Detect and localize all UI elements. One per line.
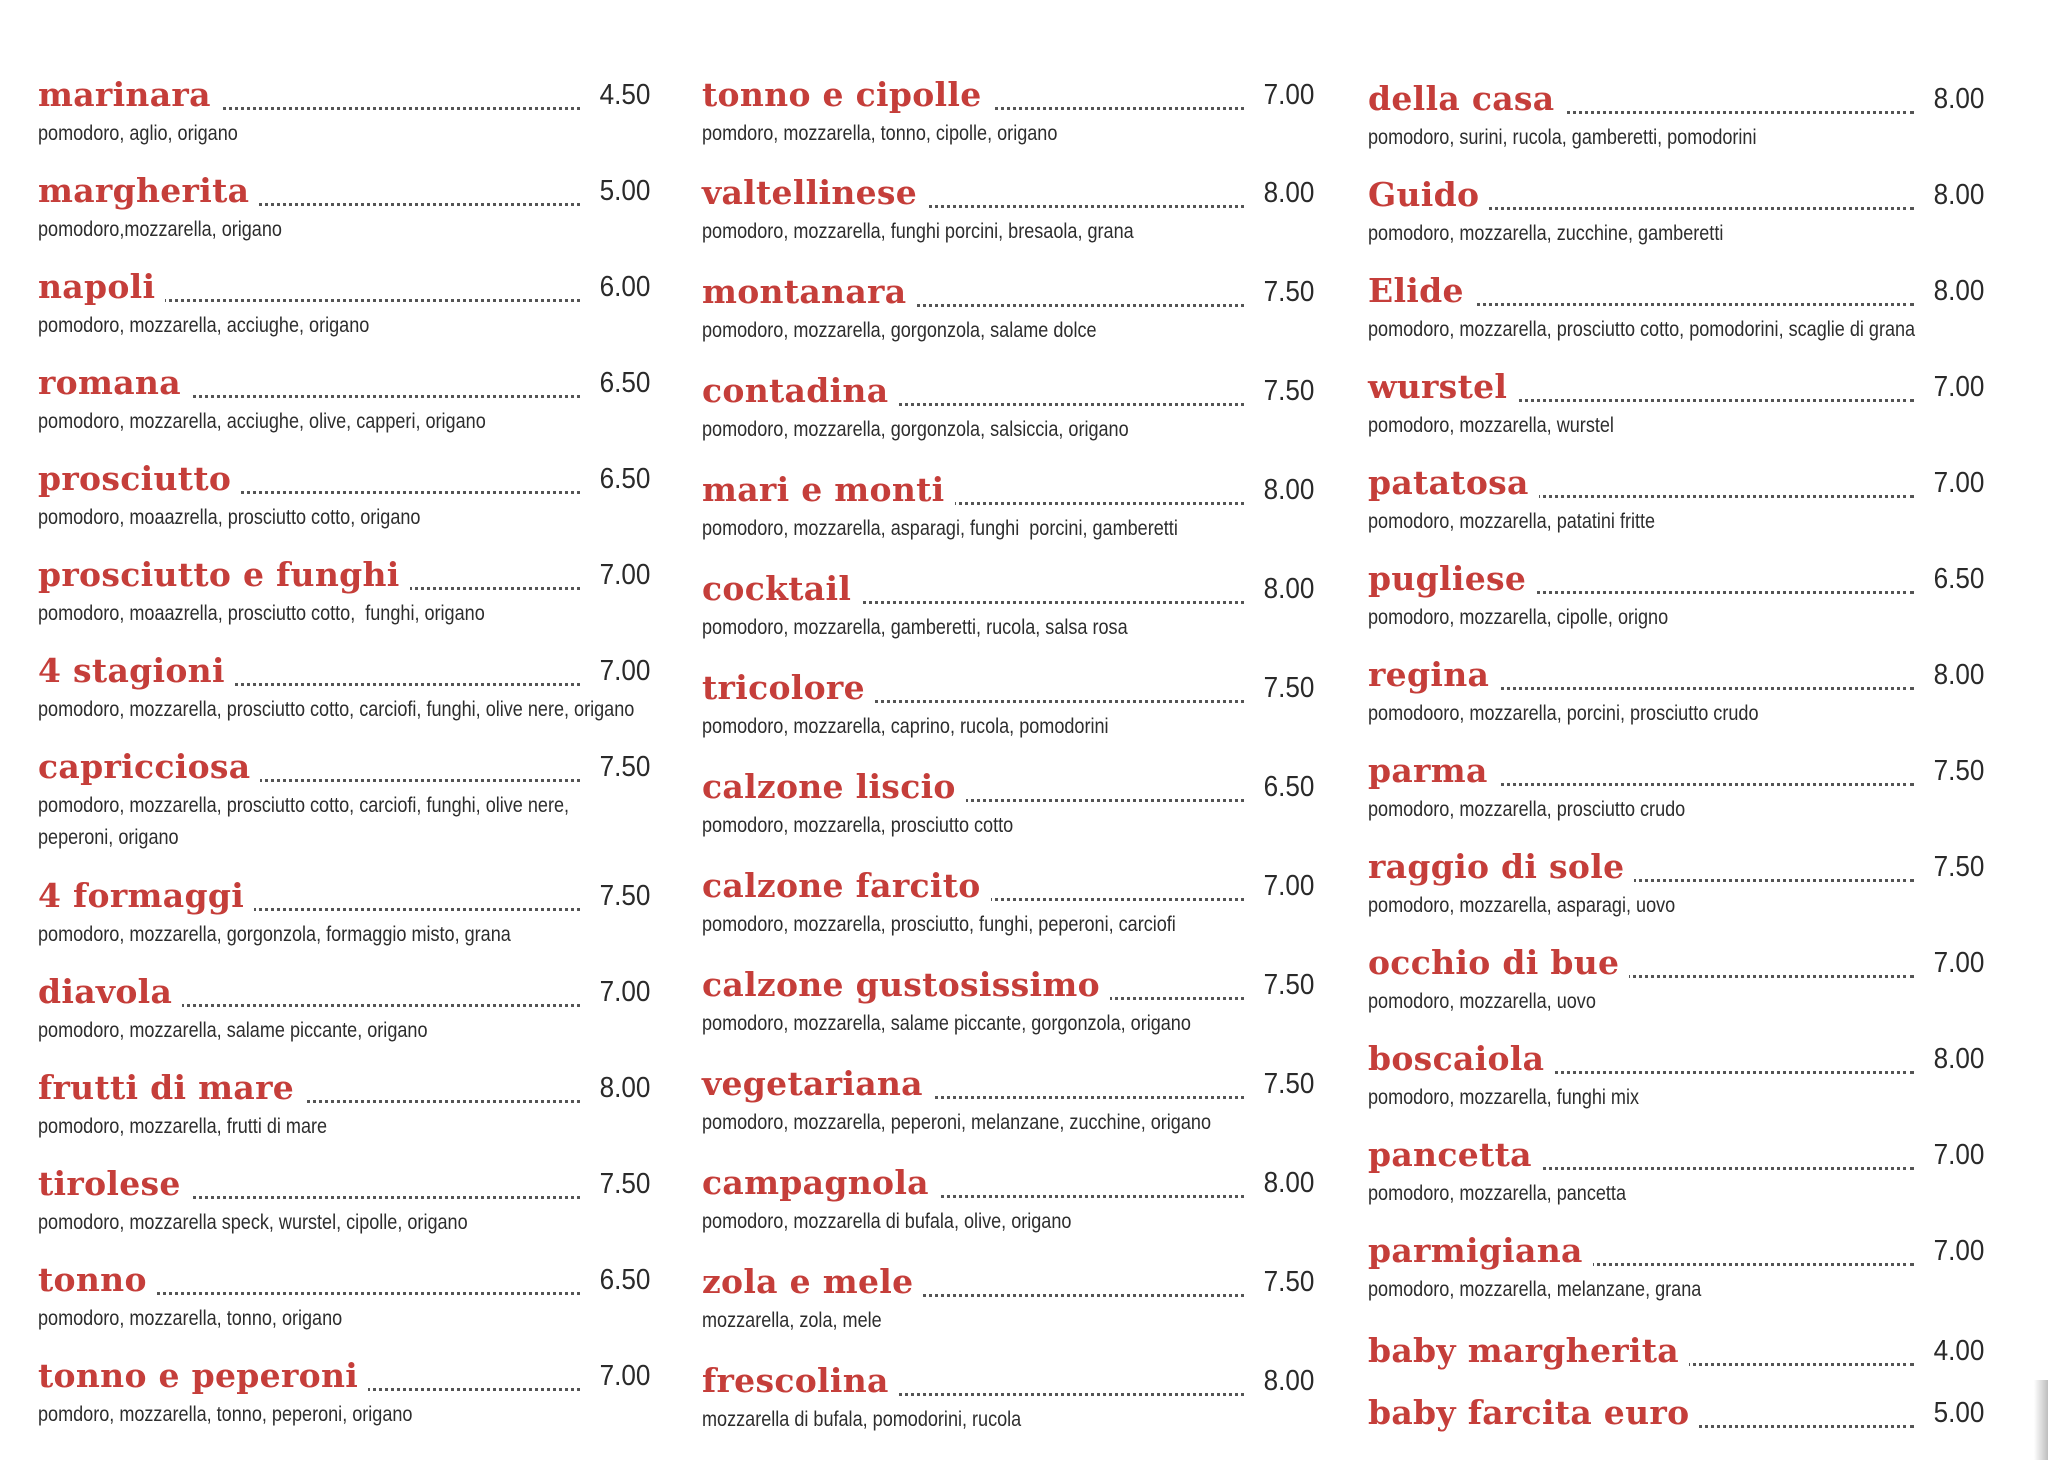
menu-item-header bbox=[1368, 844, 1984, 890]
price: 4.50 bbox=[594, 72, 650, 118]
ingredients: pomodoro, mozzarella, prosciutto cotto, carciofi, funghi, olive nere, peperoni, origano bbox=[38, 794, 570, 849]
price: 8.00 bbox=[1928, 268, 1984, 314]
ingredients: pomodoro, mozzarella, pancetta bbox=[1368, 1182, 1626, 1205]
ingredients: mozzarella di bufala, pomodorini, rucola bbox=[702, 1408, 1022, 1431]
price: 7.00 bbox=[1928, 1228, 1984, 1274]
price: 6.50 bbox=[594, 360, 650, 406]
price: 7.50 bbox=[1928, 844, 1984, 890]
menu-item-header bbox=[1368, 268, 1984, 314]
pizza-name: occhio di bue bbox=[1368, 940, 1629, 986]
ingredients: pomodoro, mozzarella, zucchine, gamberetti bbox=[1368, 222, 1724, 245]
menu-item-header bbox=[38, 72, 650, 118]
price: 8.00 bbox=[1258, 1358, 1314, 1404]
pizza-name: parmigiana bbox=[1368, 1228, 1593, 1274]
menu-item-header bbox=[38, 1065, 650, 1111]
menu-item bbox=[1368, 1390, 1984, 1436]
menu-item-header bbox=[38, 1353, 650, 1399]
menu-item-header bbox=[702, 566, 1314, 612]
ingredients: pomodoro, mozzarella, uovo bbox=[1368, 990, 1596, 1013]
menu-item bbox=[702, 665, 1314, 743]
ingredients: mozzarella, zola, mele bbox=[702, 1309, 882, 1332]
menu-item bbox=[1368, 1132, 1984, 1210]
menu-item bbox=[702, 467, 1314, 545]
menu-item-header bbox=[1368, 460, 1984, 506]
ingredients: pomodoro, mozzarella, prosciutto crudo bbox=[1368, 798, 1686, 821]
pizza-name: prosciutto e funghi bbox=[38, 552, 410, 598]
ingredients: pomodoro, mozzarella, peperoni, melanzane, zucchine, origano bbox=[702, 1111, 1211, 1134]
price: 5.00 bbox=[594, 168, 650, 214]
page-edge-shadow bbox=[2034, 1380, 2048, 1460]
menu-item bbox=[1368, 1036, 1984, 1114]
menu-item bbox=[1368, 364, 1984, 442]
price: 7.50 bbox=[1258, 962, 1314, 1008]
pizza-name: 4 stagioni bbox=[38, 648, 235, 694]
price: 7.00 bbox=[1258, 72, 1314, 118]
menu-item bbox=[1368, 268, 1984, 346]
menu-item-header bbox=[38, 969, 650, 1015]
price: 7.50 bbox=[1258, 368, 1314, 414]
menu-item-header bbox=[1368, 652, 1984, 698]
ingredients: pomodoro, mozzarella, tonno, origano bbox=[38, 1307, 343, 1330]
price: 6.50 bbox=[1258, 764, 1314, 810]
price: 7.00 bbox=[1928, 364, 1984, 410]
pizza-name: tonno e cipolle bbox=[702, 72, 992, 118]
ingredients: pomodoro, mozzarella, acciughe, olive, capperi, origano bbox=[38, 410, 486, 433]
pizza-name: diavola bbox=[38, 969, 182, 1015]
menu-item-header bbox=[702, 368, 1314, 414]
menu-item bbox=[702, 269, 1314, 347]
pizza-name: zola e mele bbox=[702, 1259, 923, 1305]
menu-item-header bbox=[702, 962, 1314, 1008]
price: 7.00 bbox=[594, 552, 650, 598]
pizza-name: cocktail bbox=[702, 566, 861, 612]
price: 7.50 bbox=[1258, 269, 1314, 315]
pizza-name: baby margherita bbox=[1368, 1328, 1689, 1374]
ingredients: pomodoro, mozzarella, gamberetti, rucola, salsa rosa bbox=[702, 616, 1128, 639]
price: 7.50 bbox=[1258, 665, 1314, 711]
pizza-name: della casa bbox=[1368, 76, 1564, 122]
pizza-name: baby farcita euro bbox=[1368, 1390, 1699, 1436]
price: 6.50 bbox=[1928, 556, 1984, 602]
menu-item bbox=[1368, 748, 1984, 826]
pizza-name: parma bbox=[1368, 748, 1498, 794]
ingredients: pomodoro, mozzarella, prosciutto cotto, pomodorini, scaglie di grana bbox=[1368, 318, 1916, 341]
ingredients: pomodoro, mozzarella, cipolle, origno bbox=[1368, 606, 1669, 629]
price: 7.50 bbox=[1928, 748, 1984, 794]
pizza-name: tonno e peperoni bbox=[38, 1353, 368, 1399]
ingredients: pomodoro, mozzarella, prosciutto cotto bbox=[702, 814, 1014, 837]
menu-item-header bbox=[38, 648, 650, 694]
ingredients: pomodoro, mozzarella, gorgonzola, salame dolce bbox=[702, 319, 1097, 342]
pizza-name: tricolore bbox=[702, 665, 875, 711]
price: 8.00 bbox=[1258, 170, 1314, 216]
menu-item-header bbox=[38, 168, 650, 214]
menu-item bbox=[1368, 844, 1984, 922]
ingredients: pomodoro, mozzarella, gorgonzola, salsiccia, origano bbox=[702, 418, 1129, 441]
price: 8.00 bbox=[594, 1065, 650, 1111]
pizza-name: contadina bbox=[702, 368, 898, 414]
pizza-name: marinara bbox=[38, 72, 221, 118]
menu-item bbox=[1368, 76, 1984, 154]
price: 7.00 bbox=[1258, 863, 1314, 909]
menu-item-header bbox=[38, 1257, 650, 1303]
menu-item bbox=[38, 72, 650, 150]
menu-item bbox=[38, 1257, 650, 1335]
menu-item-header bbox=[702, 467, 1314, 513]
menu-item-header bbox=[38, 264, 650, 310]
ingredients: pomodoro, mozzarella di bufala, olive, origano bbox=[702, 1210, 1072, 1233]
ingredients: pomodoro, mozzarella, funghi mix bbox=[1368, 1086, 1640, 1109]
menu-item-header bbox=[702, 269, 1314, 315]
menu-item-header bbox=[702, 665, 1314, 711]
menu-item-header bbox=[702, 170, 1314, 216]
menu-item bbox=[702, 962, 1314, 1040]
ingredients: pomodoro, aglio, origano bbox=[38, 122, 238, 145]
price: 7.00 bbox=[594, 648, 650, 694]
menu-item-header bbox=[702, 1160, 1314, 1206]
pizza-name: prosciutto bbox=[38, 456, 241, 502]
pizza-name: valtellinese bbox=[702, 170, 927, 216]
menu-item-header bbox=[702, 72, 1314, 118]
pizza-name: vegetariana bbox=[702, 1061, 933, 1107]
menu-item-header bbox=[702, 1061, 1314, 1107]
menu-item bbox=[38, 1161, 650, 1239]
menu-item bbox=[1368, 940, 1984, 1018]
menu-item-header bbox=[702, 1259, 1314, 1305]
menu-item bbox=[38, 648, 650, 726]
price: 6.00 bbox=[594, 264, 650, 310]
ingredients: pomodoro, surini, rucola, gamberetti, pomodorini bbox=[1368, 126, 1757, 149]
pizza-name: campagnola bbox=[702, 1160, 939, 1206]
pizza-name: regina bbox=[1368, 652, 1499, 698]
price: 7.50 bbox=[1258, 1259, 1314, 1305]
price: 7.50 bbox=[594, 1161, 650, 1207]
menu-item bbox=[702, 764, 1314, 842]
menu-item bbox=[38, 1065, 650, 1143]
ingredients: pomodoro, mozzarella, funghi porcini, bresaola, grana bbox=[702, 220, 1134, 243]
price: 7.50 bbox=[1258, 1061, 1314, 1107]
price: 7.50 bbox=[594, 744, 650, 790]
menu-item-header bbox=[38, 744, 650, 790]
price: 7.00 bbox=[1928, 460, 1984, 506]
menu-item bbox=[38, 552, 650, 630]
pizza-name: montanara bbox=[702, 269, 916, 315]
ingredients: pomdoro, mozzarella, tonno, peperoni, origano bbox=[38, 1403, 413, 1426]
menu-item bbox=[702, 1358, 1314, 1436]
price: 8.00 bbox=[1258, 566, 1314, 612]
ingredients: pomodoro, mozzarella, wurstel bbox=[1368, 414, 1614, 437]
ingredients: pomodoro, mozzarella, asparagi, funghi porcini, gamberetti bbox=[702, 517, 1178, 540]
price: 7.00 bbox=[594, 1353, 650, 1399]
menu-item-header bbox=[1368, 556, 1984, 602]
ingredients: pomodoro, mozzarella, acciughe, origano bbox=[38, 314, 370, 337]
menu-item-header bbox=[1368, 172, 1984, 218]
menu-item-header bbox=[1368, 1328, 1984, 1374]
pizza-name: margherita bbox=[38, 168, 259, 214]
menu-item bbox=[1368, 1328, 1984, 1374]
menu-item bbox=[38, 873, 650, 951]
price: 7.00 bbox=[1928, 940, 1984, 986]
menu-item bbox=[38, 168, 650, 246]
ingredients: pomodoro, mozzarella, gorgonzola, formaggio misto, grana bbox=[38, 923, 511, 946]
pizza-name: mari e monti bbox=[702, 467, 955, 513]
menu-item-header bbox=[1368, 76, 1984, 122]
pizza-name: 4 formaggi bbox=[38, 873, 254, 919]
pizza-name: Elide bbox=[1368, 268, 1474, 314]
pizza-name: frescolina bbox=[702, 1358, 899, 1404]
ingredients: pomodoro, mozzarella speck, wurstel, cipolle, origano bbox=[38, 1211, 468, 1234]
menu-item bbox=[702, 368, 1314, 446]
menu-item bbox=[38, 456, 650, 534]
menu-item-header bbox=[1368, 1132, 1984, 1178]
pizza-name: patatosa bbox=[1368, 460, 1539, 506]
price: 8.00 bbox=[1928, 76, 1984, 122]
ingredients: pomodoro, mozzarella, frutti di mare bbox=[38, 1115, 328, 1138]
menu-item bbox=[702, 1061, 1314, 1139]
ingredients: pomodoro, mozzarella, prosciutto cotto, carciofi, funghi, olive nere, origano bbox=[38, 698, 635, 721]
menu-item bbox=[702, 863, 1314, 941]
menu-item bbox=[702, 1160, 1314, 1238]
menu-item bbox=[1368, 652, 1984, 730]
price: 7.00 bbox=[594, 969, 650, 1015]
menu-item-header bbox=[38, 360, 650, 406]
menu-item bbox=[1368, 460, 1984, 538]
menu-item-header bbox=[1368, 1390, 1984, 1436]
ingredients: pomodoro, mozzarella, melanzane, grana bbox=[1368, 1278, 1702, 1301]
pizza-name: calzone gustosissimo bbox=[702, 962, 1110, 1008]
price: 5.00 bbox=[1928, 1390, 1984, 1436]
ingredients: pomodoro, mozzarella, prosciutto, funghi, peperoni, carciofi bbox=[702, 913, 1176, 936]
pizza-name: pancetta bbox=[1368, 1132, 1542, 1178]
pizza-name: capricciosa bbox=[38, 744, 260, 790]
ingredients: pomodoro, mozzarella, salame piccante, origano bbox=[38, 1019, 428, 1042]
menu-item-header bbox=[1368, 748, 1984, 794]
menu-item-header bbox=[1368, 1036, 1984, 1082]
pizza-name: napoli bbox=[38, 264, 165, 310]
menu-item bbox=[38, 1353, 650, 1431]
menu-item bbox=[38, 744, 650, 854]
pizza-name: pugliese bbox=[1368, 556, 1536, 602]
pizza-name: tirolese bbox=[38, 1161, 191, 1207]
menu-item-header bbox=[38, 873, 650, 919]
menu-item bbox=[1368, 1228, 1984, 1306]
menu-item-header bbox=[702, 863, 1314, 909]
price: 6.50 bbox=[594, 456, 650, 502]
pizza-name: calzone farcito bbox=[702, 863, 991, 909]
price: 8.00 bbox=[1928, 172, 1984, 218]
menu-item-header bbox=[1368, 1228, 1984, 1274]
menu-item-header bbox=[1368, 364, 1984, 410]
pizza-name: frutti di mare bbox=[38, 1065, 304, 1111]
menu-item-header bbox=[38, 456, 650, 502]
ingredients: pomdoro, mozzarella, tonno, cipolle, origano bbox=[702, 122, 1058, 145]
pizza-name: calzone liscio bbox=[702, 764, 966, 810]
ingredients: pomodoro, moaazrella, prosciutto cotto, origano bbox=[38, 506, 421, 529]
ingredients: pomodoro,mozzarella, origano bbox=[38, 218, 282, 241]
ingredients: pomodoro, mozzarella, salame piccante, gorgonzola, origano bbox=[702, 1012, 1191, 1035]
menu-item bbox=[38, 264, 650, 342]
menu-item-header bbox=[702, 764, 1314, 810]
price: 7.50 bbox=[594, 873, 650, 919]
price: 7.00 bbox=[1928, 1132, 1984, 1178]
price: 8.00 bbox=[1928, 1036, 1984, 1082]
pizza-name: wurstel bbox=[1368, 364, 1517, 410]
price: 4.00 bbox=[1928, 1328, 1984, 1374]
pizza-name: tonno bbox=[38, 1257, 157, 1303]
menu-item bbox=[1368, 556, 1984, 634]
menu-item bbox=[38, 969, 650, 1047]
pizza-name: raggio di sole bbox=[1368, 844, 1634, 890]
pizza-name: Guido bbox=[1368, 172, 1489, 218]
ingredients: pomodoro, mozzarella, asparagi, uovo bbox=[1368, 894, 1676, 917]
ingredients: pomodoro, mozzarella, caprino, rucola, pomodorini bbox=[702, 715, 1109, 738]
menu-item-header bbox=[38, 1161, 650, 1207]
pizza-name: boscaiola bbox=[1368, 1036, 1554, 1082]
menu-item bbox=[38, 360, 650, 438]
menu-item bbox=[702, 170, 1314, 248]
menu-item bbox=[702, 1259, 1314, 1337]
ingredients: pomodooro, mozzarella, porcini, prosciutto crudo bbox=[1368, 702, 1759, 725]
menu-item-header bbox=[38, 552, 650, 598]
price: 8.00 bbox=[1258, 1160, 1314, 1206]
price: 8.00 bbox=[1258, 467, 1314, 513]
price: 6.50 bbox=[594, 1257, 650, 1303]
ingredients: pomodoro, moaazrella, prosciutto cotto, funghi, origano bbox=[38, 602, 485, 625]
price: 8.00 bbox=[1928, 652, 1984, 698]
menu-item-header bbox=[1368, 940, 1984, 986]
ingredients: pomodoro, mozzarella, patatini fritte bbox=[1368, 510, 1656, 533]
menu-item bbox=[702, 72, 1314, 150]
menu-item bbox=[1368, 172, 1984, 250]
menu-item-header bbox=[702, 1358, 1314, 1404]
pizza-name: romana bbox=[38, 360, 191, 406]
menu-item bbox=[702, 566, 1314, 644]
